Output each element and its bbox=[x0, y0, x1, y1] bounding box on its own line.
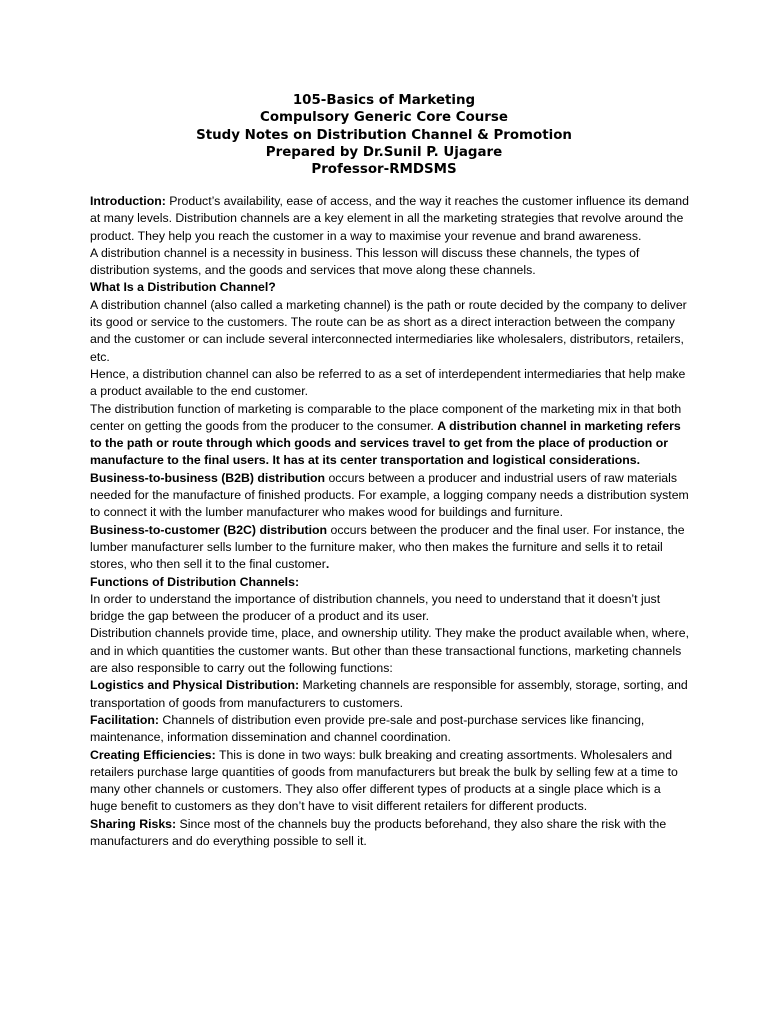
paragraph-risks: Sharing Risks: Since most of the channels buy the products beforehand, they also share the risk with the manufacturers and do everything possible to sell it. bbox=[90, 816, 667, 848]
b2c-label: Business-to-customer (B2C) distribution bbox=[90, 522, 328, 537]
paragraph-interdependent: Hence, a distribution channel can also be referred to as a set of interdependent intermediaries that help make a product available to the end customer. bbox=[90, 366, 686, 399]
author-affiliation: Professor-RMDSMS bbox=[311, 162, 457, 178]
course-title: 105-Basics of Marketing bbox=[292, 93, 476, 108]
facilitation-label: Facilitation: bbox=[90, 712, 160, 727]
paragraph-importance: In order to understand the importance of distribution channels, you need to understand that it doesn’t just bridge the gap between the producer of a product and its user. bbox=[90, 591, 661, 624]
document-header bbox=[0, 92, 768, 178]
definition-bold: A distribution channel in marketing refers to the path or route through which goods and services travel to get from the place of production or manufacture to the final users. It has at its center transportation and logistical considerations. bbox=[90, 418, 681, 468]
author-line: Prepared by Dr.Sunil P. Ujagare bbox=[265, 144, 503, 160]
risks-label: Sharing Risks: bbox=[90, 816, 177, 831]
paragraph-necessity: A distribution channel is a necessity in business. This lesson will discuss these channels, the types of distribution systems, and the goods and services that move along these channels. bbox=[90, 245, 640, 278]
paragraph-definition: A distribution channel (also called a marketing channel) is the path or route decided by the company to deliver its good or service to the customers. The route can be as short as a direct interaction between the company and the customer or can include several interconnected intermediaries like wholesalers, distributors, retailers, etc. bbox=[90, 297, 687, 364]
intro-label: Introduction: bbox=[90, 194, 166, 208]
paragraph-b2c: Business-to-customer (B2C) distribution occurs between the producer and the final user. For instance, the lumber manufacturer sells lumber to the furniture maker, who then makes the furniture and sells it to retail stores, who then sell it to the final customer. bbox=[90, 522, 685, 572]
paragraph-facilitation: Facilitation: Channels of distribution even provide pre-sale and post-purchase services like financing, maintenance, information dissemination and channel coordination. bbox=[90, 712, 645, 745]
logistics-label: Logistics and Physical Distribution: bbox=[90, 678, 300, 693]
b2b-label: Business-to-business (B2B) distribution bbox=[90, 470, 326, 485]
course-type: Compulsory Generic Core Course bbox=[260, 110, 508, 126]
paragraph-logistics: Logistics and Physical Distribution: Marketing channels are responsible for assembly, storage, sorting, and transportation of goods from manufacturers to customers. bbox=[90, 678, 688, 710]
paragraph-efficiencies: Creating Efficiencies: This is done in two ways: bulk breaking and creating assortments. Wholesalers and retailers purchase large quantities of goods from manufacturers but break the bulk by selling few at a time to many other channels or customers. They also offer different types of products at a single place which is a huge benefit to customers as they don’t have to visit different retailers for different products. bbox=[90, 747, 678, 814]
paragraph-b2b: Business-to-business (B2B) distribution occurs between a producer and industrial users of raw materials needed for the manufacture of finished products. For example, a logging company needs a distribution system to connect it with the lumber manufacturer who makes wood for buildings and furniture. bbox=[90, 470, 689, 520]
document-body bbox=[90, 193, 690, 850]
notes-title: Study Notes on Distribution Channel & Promotion bbox=[196, 127, 572, 143]
paragraph-distribution-function: The distribution function of marketing is comparable to the place component of the marketing mix in that both center on getting the goods from the producer to the consumer. A distribution channel in marketing refers to the path or route through which goods and services travel to get from the place of production or manufacture to the final users. It has at its center transportation and logistical considerations. bbox=[90, 401, 682, 468]
paragraph-utility: Distribution channels provide time, place, and ownership utility. They make the product available when, where, and in which quantities the customer wants. But other than these transactional functions, marketing channels are also responsible to carry out the following functions: bbox=[90, 626, 689, 676]
intro-paragraph bbox=[90, 193, 690, 245]
heading-what-is: What Is a Distribution Channel? bbox=[90, 280, 276, 295]
intro-text: Product’s availability, ease of access, and the way it reaches the customer influence its demand at many levels. Distribution channels are a key element in all the marketing strategies that revolve around the product. They help you reach the customer in a way to maximise your revenue and brand awareness. bbox=[90, 194, 689, 243]
heading-functions: Functions of Distribution Channels: bbox=[90, 574, 300, 589]
efficiencies-label: Creating Efficiencies: bbox=[90, 747, 216, 762]
